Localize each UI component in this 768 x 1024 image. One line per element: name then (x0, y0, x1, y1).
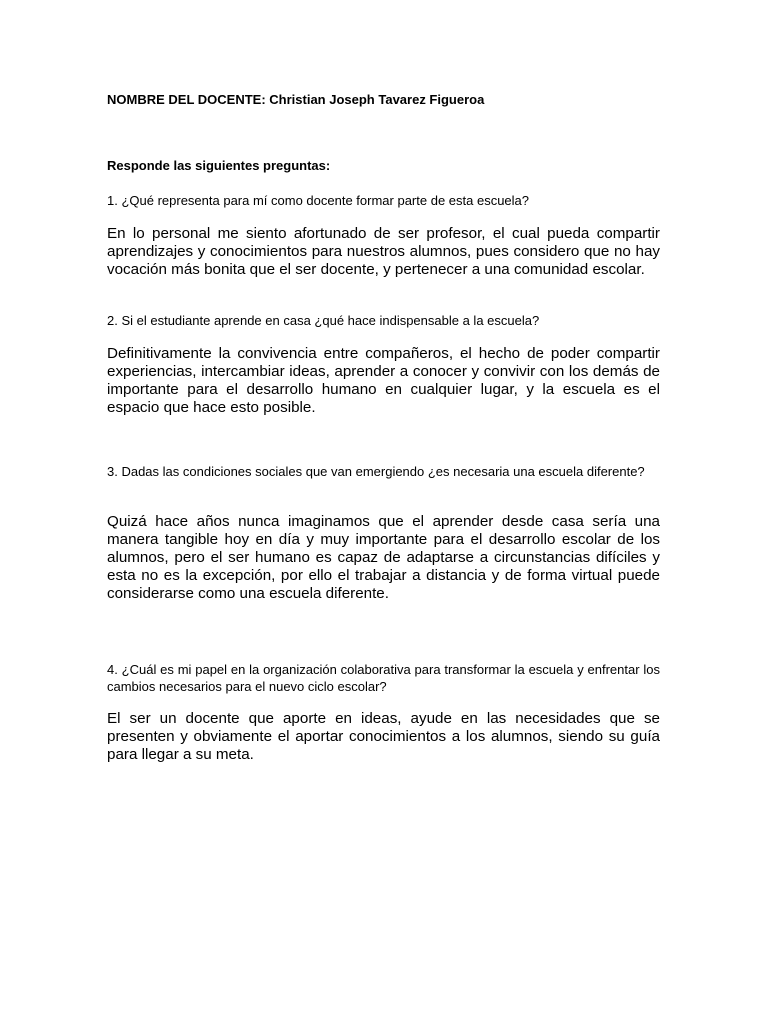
answer-3: Quizá hace años nunca imaginamos que el aprender desde casa sería una manera tangible hoy en día y muy importante para el desarrollo escolar de los alumnos, pero el ser humano es capaz de adaptarse a circunstancias difíciles y esta no es la excepción, por ello el trabajar a distancia y de forma virtual puede considerarse como una escuela diferente. (107, 513, 660, 602)
question-3: 3. Dadas las condiciones sociales que van emergiendo ¿es necesaria una escuela diferente? (107, 464, 645, 479)
answer-4: El ser un docente que aporte en ideas, ayude en las necesidades que se presenten y obviamente el aportar conocimientos a los alumnos, siendo su guía para llegar a su meta. (107, 710, 660, 763)
question-4: 4. ¿Cuál es mi papel en la organización colaborativa para transformar la escuela y enfrentar los cambios necesarios para el nuevo ciclo escolar? (107, 662, 660, 694)
answer-2: Definitivamente la convivencia entre compañeros, el hecho de poder compartir experiencias, intercambiar ideas, aprender a conocer y convivir con los demás de importante para el desarrollo humano en cualquier lugar, y la escuela es el espacio que hace esto posible. (107, 345, 660, 416)
instructions-heading: Responde las siguientes preguntas: (107, 158, 331, 173)
teacher-name-line (107, 92, 660, 108)
question-2: 2. Si el estudiante aprende en casa ¿qué hace indispensable a la escuela? (107, 313, 540, 328)
answer-1: En lo personal me siento afortunado de ser profesor, el cual pueda compartir aprendizajes y conocimientos para nuestros alumnos, pues considero que no hay vocación más bonita que el ser docente, y pertenecer a una comunidad escolar. (107, 225, 660, 278)
teacher-label: NOMBRE DEL DOCENTE: (107, 92, 266, 107)
teacher-name: Christian Joseph Tavarez Figueroa (269, 92, 485, 107)
question-1: 1. ¿Qué representa para mí como docente formar parte de esta escuela? (107, 193, 530, 208)
